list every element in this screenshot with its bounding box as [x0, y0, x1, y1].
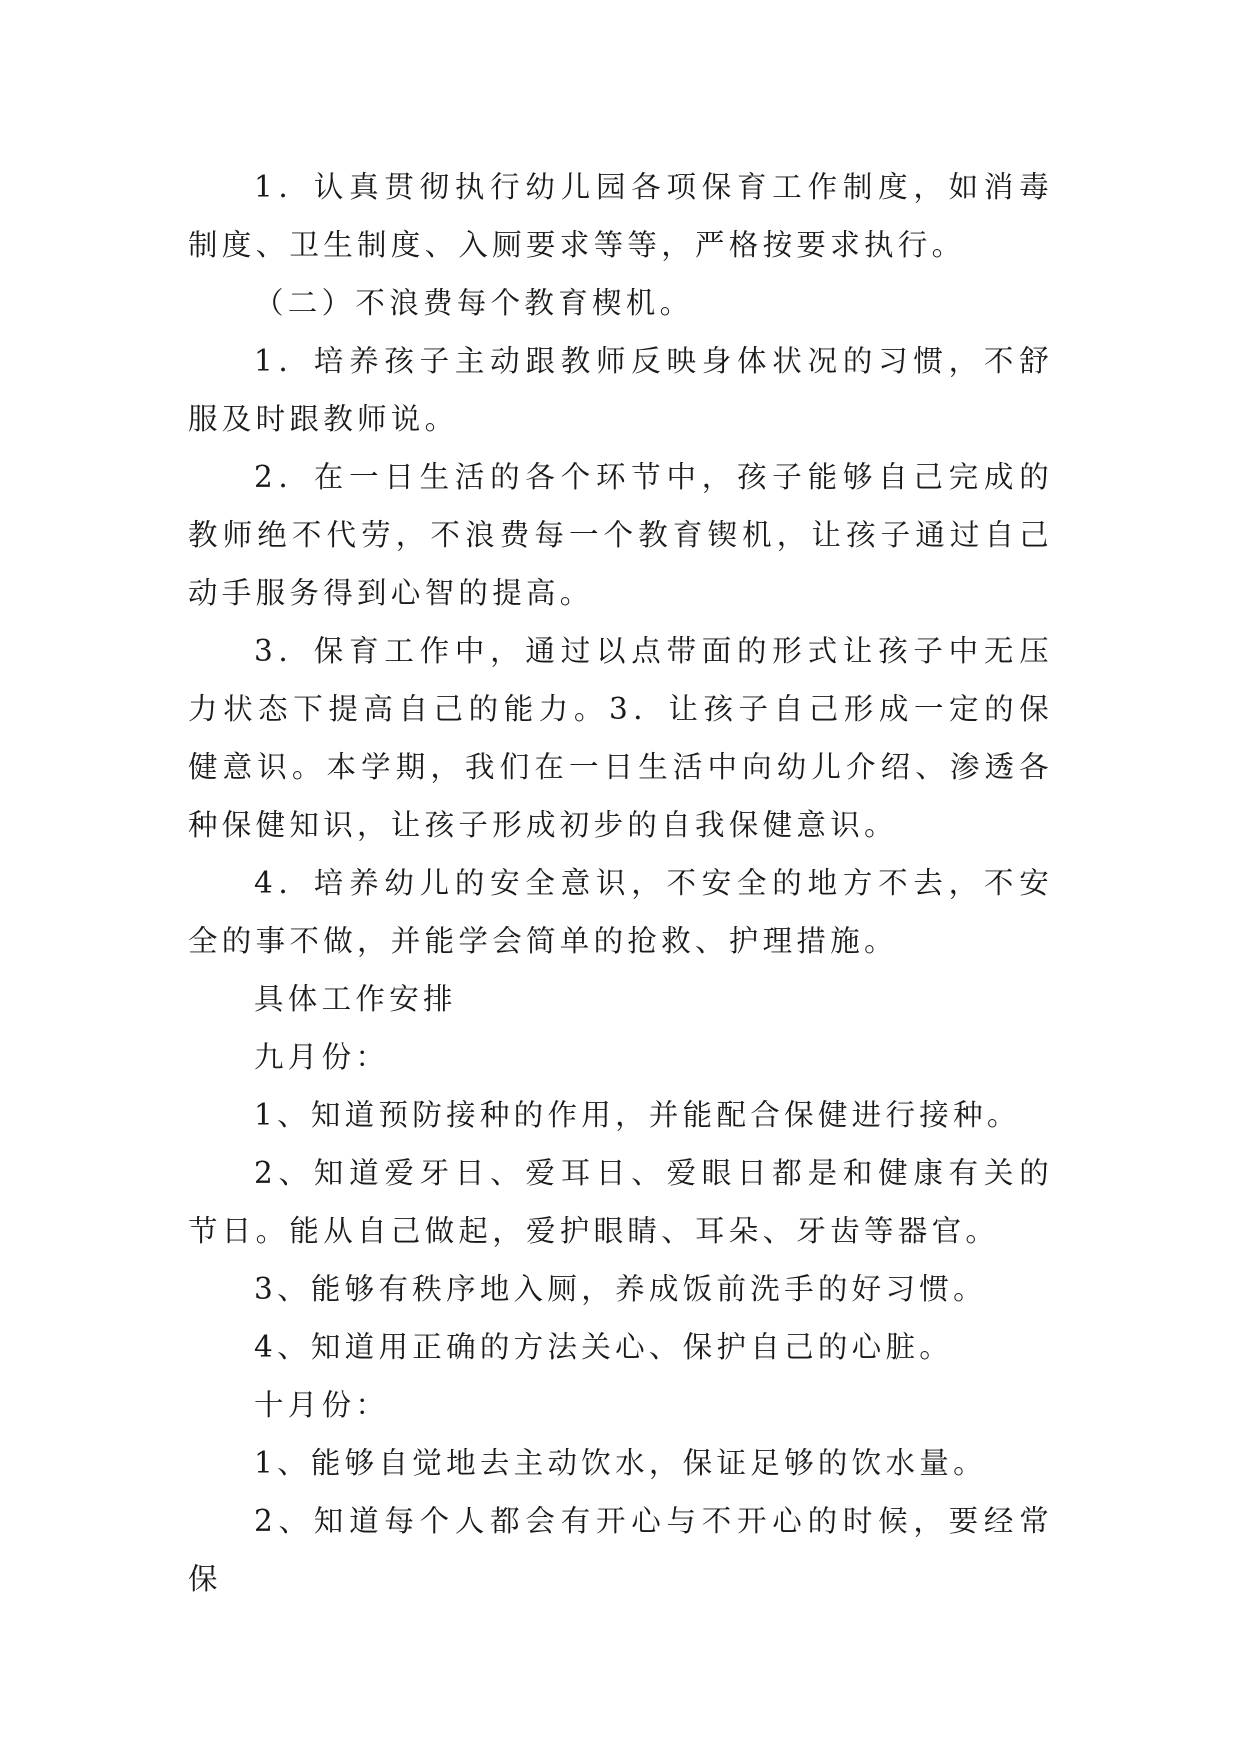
paragraph-5: 3．保育工作中，通过以点带面的形式让孩子中无压力状态下提高自己的能力。3．让孩子自己形成一定的保健意识。本学期，我们在一日生活中向幼儿介绍、渗透各种保健知识，让孩子形成初步的自我保健意识。 [188, 634, 1053, 842]
month-heading-october: 十月份： [254, 1388, 390, 1422]
month-heading-september: 九月份： [254, 1040, 390, 1074]
paragraph-2: （二）不浪费每个教育楔机。 [254, 286, 694, 320]
paragraph-14: 1、能够自觉地去主动饮水，保证足够的饮水量。 [254, 1446, 987, 1480]
paragraph-9: 1、知道预防接种的作用，并能配合保健进行接种。 [254, 1098, 1021, 1132]
paragraph-11: 3、能够有秩序地入厕，养成饭前洗手的好习惯。 [254, 1272, 987, 1306]
paragraph-12: 4、知道用正确的方法关心、保护自己的心脏。 [254, 1330, 954, 1364]
paragraph-1: 1．认真贯彻执行幼儿园各项保育工作制度，如消毒制度、卫生制度、入厕要求等等，严格按要求执行。 [188, 170, 1053, 262]
paragraph-15: 2、知道每个人都会有开心与不开心的时候，要经常保 [188, 1504, 1053, 1596]
document-body [188, 158, 1053, 1608]
paragraph-4: 2．在一日生活的各个环节中，孩子能够自己完成的教师绝不代劳，不浪费每一个教育锲机，让孩子通过自己动手服务得到心智的提高。 [188, 460, 1053, 610]
paragraph-10: 2、知道爱牙日、爱耳日、爱眼日都是和健康有关的节日。能从自己做起，爱护眼睛、耳朵、牙齿等器官。 [188, 1156, 1053, 1248]
paragraph-3: 1．培养孩子主动跟教师反映身体状况的习惯，不舒服及时跟教师说。 [188, 344, 1053, 436]
paragraph-6: 4．培养幼儿的安全意识，不安全的地方不去，不安全的事不做，并能学会简单的抢救、护理措施。 [188, 866, 1053, 958]
section-heading: 具体工作安排 [254, 982, 457, 1016]
